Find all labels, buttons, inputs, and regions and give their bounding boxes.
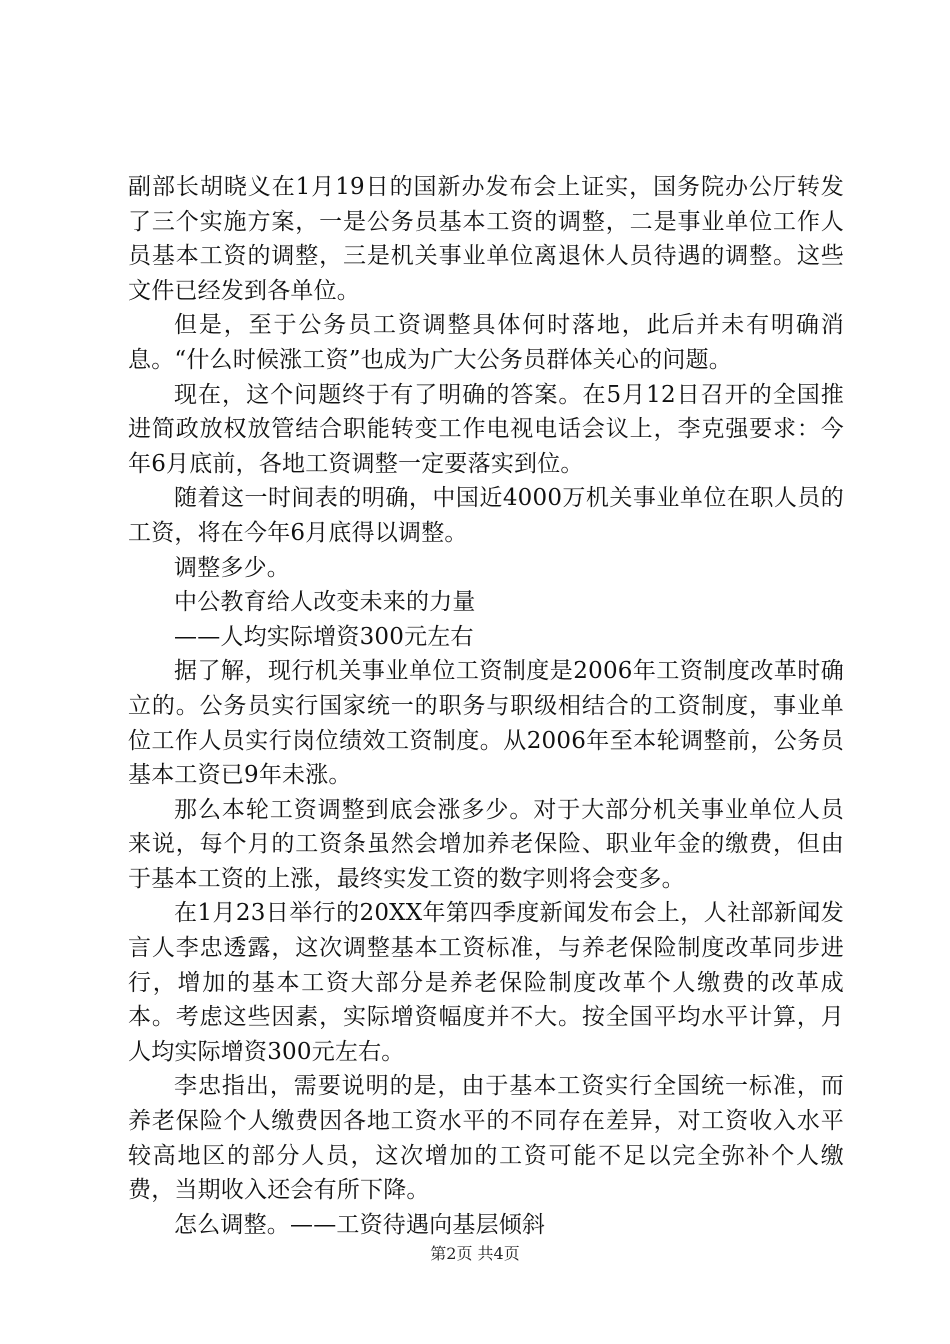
paragraph-7: 在1月23日举行的20XX年第四季度新闻发布会上，人社部新闻发言人李忠透露，这次调整基本工资标准，与养老保险制度改革同步进行，增加的基本工资大部分是养老保险制度改革个人缴费的改革成本。考虑这些因素，实际增资幅度并不大。按全国平均水平计算，月人均实际增资300元左右。 (128, 900, 844, 1065)
document-body (128, 170, 844, 1242)
paragraph-2: 但是，至于公务员工资调整具体何时落地，此后并未有明确消息。“什么时候涨工资”也成为广大公务员群体关心的问题。 (128, 312, 844, 373)
page-number-footer: 第2页 共4页 (430, 1244, 520, 1263)
paragraph-1: 副部长胡晓义在1月19日的国新办发布会上证实，国务院办公厅转发了三个实施方案，一是公务员基本工资的调整，二是事业单位工作人员基本工资的调整，三是机关事业单位离退休人员待遇的调整。这些文件已经发到各单位。 (128, 174, 844, 304)
section-heading-how-much: 调整多少。 (174, 554, 290, 581)
paragraph-3: 现在，这个问题终于有了明确的答案。在5月12日召开的全国推进简政放权放管结合职能转变工作电视电话会议上，李克强要求：今年6月底前，各地工资调整一定要落实到位。 (128, 381, 844, 477)
paragraph-4: 随着这一时间表的明确，中国近4000万机关事业单位在职人员的工资，将在今年6月底得以调整。 (128, 485, 844, 546)
slogan-line: 中公教育给人改变未来的力量 (174, 589, 476, 616)
paragraph-6: 那么本轮工资调整到底会涨多少。对于大部分机关事业单位人员来说，每个月的工资条虽然会增加养老保险、职业年金的缴费，但由于基本工资的上涨，最终实发工资的数字则将会变多。 (128, 796, 844, 892)
subheading-line: ——人均实际增资300元左右 (174, 623, 474, 650)
paragraph-5: 据了解，现行机关事业单位工资制度是2006年工资制度改革时确立的。公务员实行国家统一的职务与职级相结合的工资制度，事业单位工作人员实行岗位绩效工资制度。从2006年至本轮调整前，公务员基本工资已9年未涨。 (128, 658, 844, 789)
paragraph-8: 李忠指出，需要说明的是，由于基本工资实行全国统一标准，而养老保险个人缴费因各地工资水平的不同存在差异，对工资收入水平较高地区的部分人员，这次增加的工资可能不足以完全弥补个人缴费，当期收入还会有所下降。 (128, 1073, 844, 1204)
section-heading-how-adjust: 怎么调整。——工资待遇向基层倾斜 (174, 1211, 546, 1238)
